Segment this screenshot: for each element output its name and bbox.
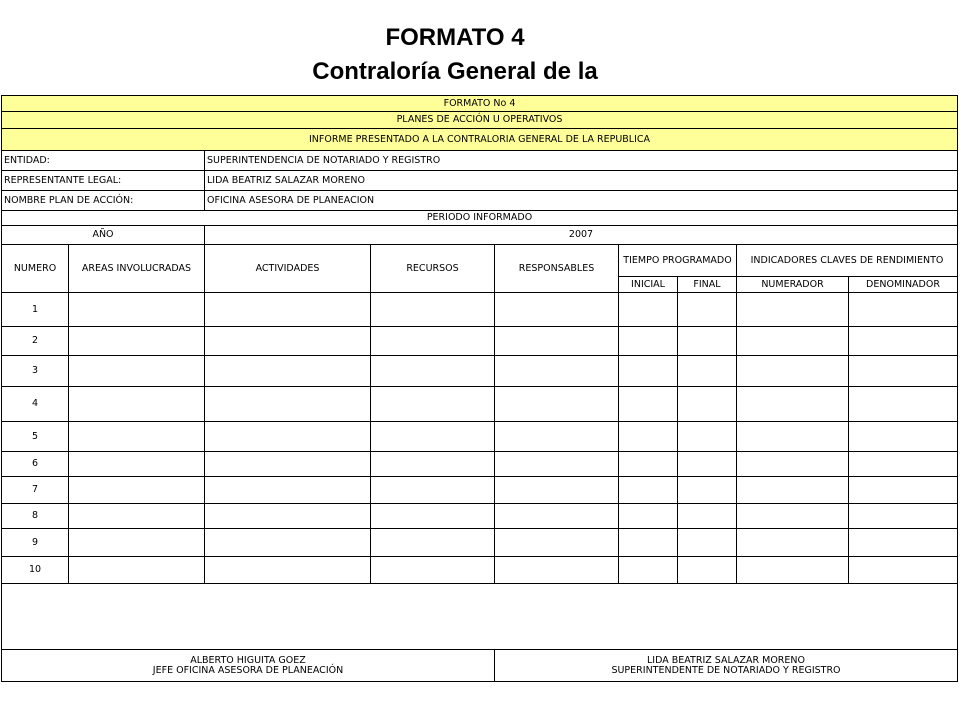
row-number: 9 [2, 529, 69, 557]
col-recursos: RECURSOS [371, 245, 495, 293]
banner-formato: FORMATO No 4 [2, 96, 958, 112]
plan-label: NOMBRE PLAN DE ACCIÓN: [2, 191, 205, 211]
row-number: 6 [2, 452, 69, 477]
col-actividades: ACTIVIDADES [205, 245, 371, 293]
signature-right [495, 650, 958, 682]
blank-notes-area [2, 584, 958, 650]
signature-right-title: SUPERINTENDENTE DE NOTARIADO Y REGISTRO [611, 664, 841, 676]
row-number: 3 [2, 356, 69, 387]
anio-label: AÑO [2, 226, 205, 245]
entidad-value: SUPERINTENDENCIA DE NOTARIADO Y REGISTRO [205, 151, 958, 171]
banner-planes: PLANES DE ACCIÓN U OPERATIVOS [2, 112, 958, 129]
col-final: FINAL [678, 277, 737, 293]
representante-label: REPRESENTANTE LEGAL: [2, 171, 205, 191]
row-number: 8 [2, 504, 69, 529]
col-responsables: RESPONSABLES [495, 245, 619, 293]
row-number: 7 [2, 477, 69, 504]
anio-value: 2007 [205, 226, 958, 245]
col-numerador: NUMERADOR [737, 277, 849, 293]
plan-value: OFICINA ASESORA DE PLANEACION [205, 191, 958, 211]
document-title: FORMATO 4 [385, 24, 525, 51]
entidad-label: ENTIDAD: [2, 151, 205, 171]
banner-informe: INFORME PRESENTADO A LA CONTRALORIA GENERAL DE LA REPUBLICA [2, 129, 958, 151]
col-denominador: DENOMINADOR [849, 277, 958, 293]
signature-left-title: JEFE OFICINA ASESORA DE PLANEACIÓN [152, 664, 344, 676]
row-number: 1 [2, 293, 69, 327]
col-inicial: INICIAL [619, 277, 678, 293]
col-tiempo: TIEMPO PROGRAMADO [619, 245, 737, 277]
row-number: 4 [2, 387, 69, 422]
signature-left [2, 650, 495, 682]
col-indicadores: INDICADORES CLAVES DE RENDIMIENTO [737, 245, 958, 277]
col-areas: AREAS INVOLUCRADAS [69, 245, 205, 293]
signature-right-name: LIDA BEATRIZ SALAZAR MORENO [647, 654, 805, 666]
row-number: 10 [2, 557, 69, 584]
row-number: 5 [2, 422, 69, 452]
representante-value: LIDA BEATRIZ SALAZAR MORENO [205, 171, 958, 191]
periodo-label: PERIODO INFORMADO [2, 211, 958, 226]
signature-left-name: ALBERTO HIGUITA GOEZ [190, 654, 306, 666]
row-number: 2 [2, 327, 69, 356]
col-numero: NUMERO [2, 245, 69, 293]
document-subtitle: Contraloría General de la [312, 58, 598, 85]
action-plan-form [1, 95, 958, 682]
